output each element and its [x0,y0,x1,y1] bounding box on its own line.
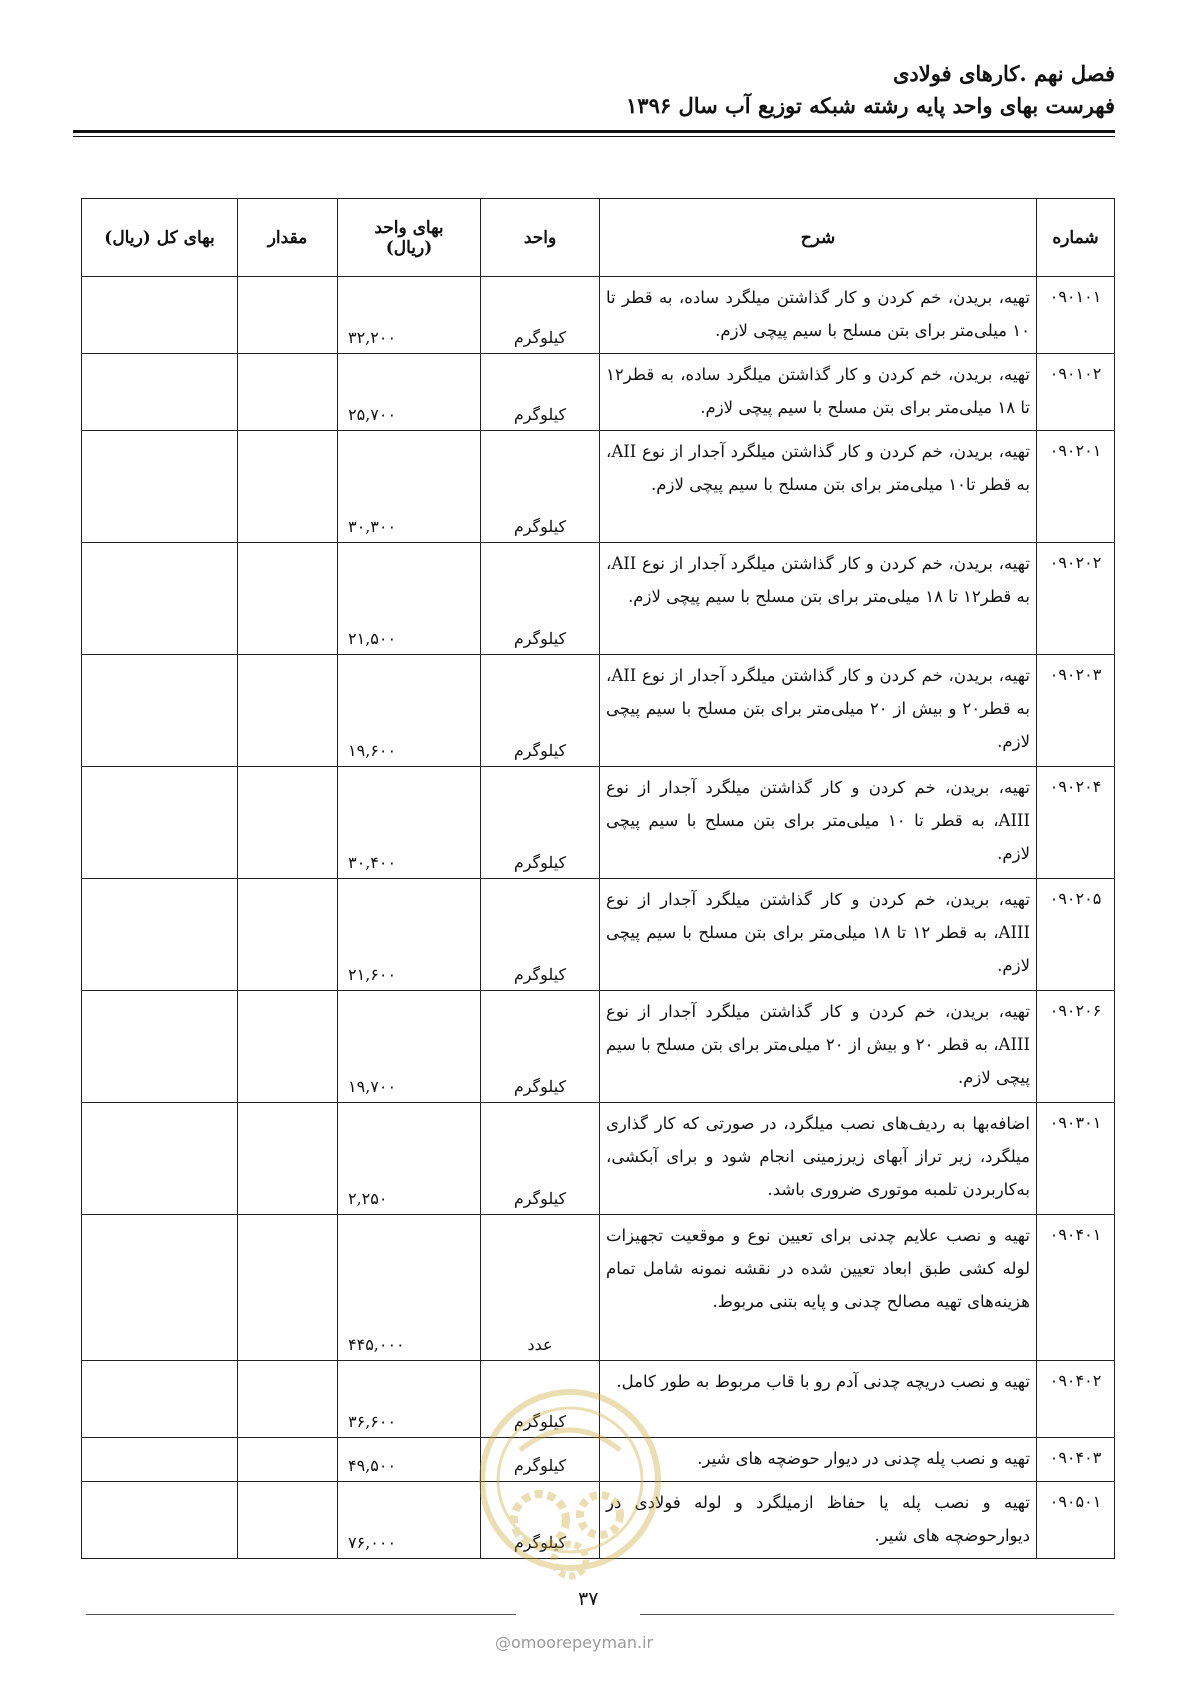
col-header-unit-price: بهای واحد (ریال) [338,199,481,277]
row-quantity [238,1361,338,1438]
table-row [82,991,1115,1103]
table-row [82,543,1115,655]
website-watermark: @omoorepeyman.ir [495,1633,654,1652]
row-unit: کیلوگرم [481,543,600,655]
row-description: تهیه، بریدن، خم کردن و کار گذاشتن میلگرد آجدار از نوع AIII، به قطر ۱۲ تا ۱۸ میلی‌متر برای بتن مسلح با سیم پیچی لازم. [600,879,1037,991]
row-unit: کیلوگرم [481,767,600,879]
table-row [82,277,1115,354]
row-number: ۰۹۰۳۰۱ [1037,1103,1115,1215]
table-row [82,1215,1115,1361]
row-total [82,991,238,1103]
row-number: ۰۹۰۱۰۱ [1037,277,1115,354]
row-description: تهیه، بریدن، خم کردن و کار گذاشتن میلگرد آجدار از نوع AII، به قطر۲۰ و بیش از ۲۰ میلی‌متر برای بتن مسلح با سیم پیچی لازم. [600,655,1037,767]
row-unit: کیلوگرم [481,431,600,543]
row-quantity [238,354,338,431]
row-unit: کیلوگرم [481,1103,600,1215]
row-description: تهیه و نصب پله چدنی در دیوار حوضچه های شیر. [600,1438,1037,1482]
header-rule-thin [73,136,1115,137]
col-header-quantity: مقدار [238,199,338,277]
row-unit: کیلوگرم [481,277,600,354]
table-row [82,431,1115,543]
row-quantity [238,1482,338,1559]
table-row [82,879,1115,991]
footer-rule-left [86,1614,516,1615]
footer-rule-right [640,1614,1114,1615]
row-unit: کیلوگرم [481,1438,600,1482]
row-number: ۰۹۰۲۰۵ [1037,879,1115,991]
row-quantity [238,655,338,767]
row-description: تهیه، بریدن، خم کردن و کار گذاشتن میلگرد ساده، به قطر۱۲ تا ۱۸ میلی‌متر برای بتن مسلح با سیم پیچی لازم. [600,354,1037,431]
row-description: تهیه، بریدن، خم کردن و کار گذاشتن میلگرد آجدار از نوع AIII، به قطر ۲۰ و بیش از ۲۰ میلی‌متر برای بتن مسلح با سیم پیچی لازم. [600,991,1037,1103]
row-total [82,1215,238,1361]
row-quantity [238,1103,338,1215]
table-row [82,1361,1115,1438]
row-number: ۰۹۰۵۰۱ [1037,1482,1115,1559]
row-unit-price: ۲,۲۵۰ [338,1103,481,1215]
row-description: تهیه، بریدن، خم کردن و کار گذاشتن میلگرد آجدار از نوع AII، به قطر تا۱۰ میلی‌متر برای بتن مسلح با سیم پیچی لازم. [600,431,1037,543]
row-description: تهیه، بریدن، خم کردن و کار گذاشتن میلگرد آجدار از نوع AIII، به قطر تا ۱۰ میلی‌متر برای بتن مسلح با سیم پیچی لازم. [600,767,1037,879]
row-description: تهیه و نصب پله یا حفاظ ازمیلگرد و لوله فولادی در دیوارحوضچه های شیر. [600,1482,1037,1559]
row-description: تهیه و نصب علایم چدنی برای تعیین نوع و موقعیت تجهیزات لوله کشی طبق ابعاد تعیین شده در نقشه نمونه شامل تمام هزینه‌های تهیه مصالح چدنی و پایه بتنی مربوط. [600,1215,1037,1361]
col-header-description: شرح [600,199,1037,277]
row-number: ۰۹۰۲۰۶ [1037,991,1115,1103]
row-total [82,543,238,655]
row-unit: کیلوگرم [481,1361,600,1438]
row-number: ۰۹۰۱۰۲ [1037,354,1115,431]
table-header-row [82,199,1115,277]
row-description: تهیه، بریدن، خم کردن و کار گذاشتن میلگرد ساده، به قطر تا ۱۰ میلی‌متر برای بتن مسلح با سیم پیچی لازم. [600,277,1037,354]
row-unit: کیلوگرم [481,991,600,1103]
price-list-table [81,198,1115,1559]
chapter-title: فصل نهم .کارهای فولادی [893,61,1115,86]
row-quantity [238,1215,338,1361]
row-total [82,1438,238,1482]
row-unit-price: ۳۰,۳۰۰ [338,431,481,543]
col-header-unit: واحد [481,199,600,277]
row-unit-price: ۴۴۵,۰۰۰ [338,1215,481,1361]
row-unit: کیلوگرم [481,879,600,991]
row-total [82,1361,238,1438]
table-row [82,1103,1115,1215]
row-quantity [238,543,338,655]
row-unit-price: ۴۹,۵۰۰ [338,1438,481,1482]
row-unit-price: ۲۱,۶۰۰ [338,879,481,991]
row-number: ۰۹۰۴۰۲ [1037,1361,1115,1438]
table-row [82,354,1115,431]
document-subtitle: فهرست بهای واحد پایه رشته شبکه توزیع آب سال ۱۳۹۶ [626,93,1115,118]
row-description: اضافه‌بها به ردیف‌های نصب میلگرد، در صورتی که کار گذاری میلگرد، زیر تراز آبهای زیرزمینی انجام شود و برای آبکشی، به‌کاربردن تلمبه موتوری ضروری باشد. [600,1103,1037,1215]
row-unit-price: ۲۵,۷۰۰ [338,354,481,431]
row-description: تهیه، بریدن، خم کردن و کار گذاشتن میلگرد آجدار از نوع AII، به قطر۱۲ تا ۱۸ میلی‌متر برای بتن مسلح با سیم پیچی لازم. [600,543,1037,655]
row-total [82,1482,238,1559]
row-quantity [238,991,338,1103]
row-total [82,277,238,354]
row-unit-price: ۱۹,۷۰۰ [338,991,481,1103]
row-number: ۰۹۰۴۰۱ [1037,1215,1115,1361]
row-total [82,767,238,879]
row-unit-price: ۱۹,۶۰۰ [338,655,481,767]
row-unit-price: ۳۶,۶۰۰ [338,1361,481,1438]
row-total [82,431,238,543]
row-number: ۰۹۰۲۰۴ [1037,767,1115,879]
page-header [626,58,1115,122]
row-number: ۰۹۰۲۰۲ [1037,543,1115,655]
col-header-total: بهای کل (ریال) [82,199,238,277]
row-unit-price: ۲۱,۵۰۰ [338,543,481,655]
table-row [82,1438,1115,1482]
header-rule-thick [73,130,1115,133]
row-quantity [238,431,338,543]
row-unit: کیلوگرم [481,1482,600,1559]
row-total [82,354,238,431]
row-unit: کیلوگرم [481,655,600,767]
row-quantity [238,767,338,879]
page-number: ۳۷ [578,1588,599,1610]
row-unit-price: ۷۶,۰۰۰ [338,1482,481,1559]
row-number: ۰۹۰۲۰۱ [1037,431,1115,543]
row-unit: عدد [481,1215,600,1361]
row-total [82,1103,238,1215]
row-quantity [238,1438,338,1482]
row-quantity [238,879,338,991]
col-header-number: شماره [1037,199,1115,277]
table-row [82,1482,1115,1559]
table-row [82,767,1115,879]
row-total [82,879,238,991]
table-row [82,655,1115,767]
row-description: تهیه و نصب دریچه چدنی آدم رو با قاب مربوط به طور کامل. [600,1361,1037,1438]
row-unit-price: ۳۲,۲۰۰ [338,277,481,354]
row-number: ۰۹۰۲۰۳ [1037,655,1115,767]
row-total [82,655,238,767]
row-unit-price: ۳۰,۴۰۰ [338,767,481,879]
row-unit: کیلوگرم [481,354,600,431]
row-quantity [238,277,338,354]
row-number: ۰۹۰۴۰۳ [1037,1438,1115,1482]
